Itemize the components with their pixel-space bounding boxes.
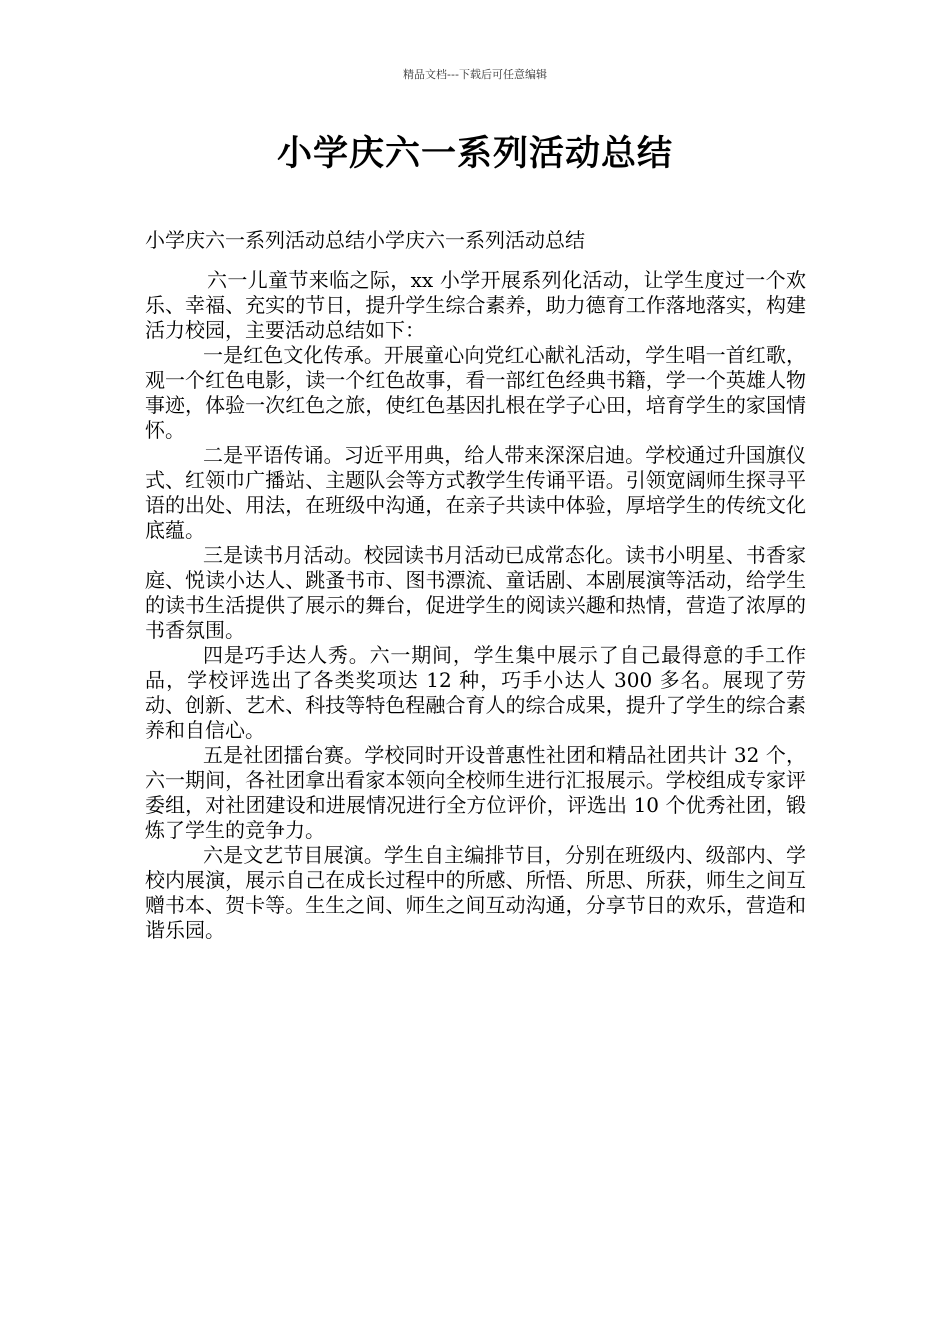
paragraph-art-performance: 六是文艺节目展演。学生自主编排节目，分别在班级内、级部内、学校内展演，展示自己在成长过程中的所感、所悟、所思、所获，师生之间互赠书本、贺卡等。生生之间、师生之间互动沟通，分享节日的欢乐，营造和谐乐园。 — [145, 843, 806, 942]
paragraph-handcraft-show: 四是巧手达人秀。六一期间，学生集中展示了自己最得意的手工作品，学校评选出了各类奖项达 12 种，巧手小达人 300 多名。展现了劳动、创新、艺术、科技等特色程融合育人的综合成果，提升了学生的综合素养和自信心。 — [145, 643, 806, 742]
document-subtitle: 小学庆六一系列活动总结小学庆六一系列活动总结 — [145, 228, 585, 252]
document-body — [145, 268, 806, 943]
paragraph-reading-month: 三是读书月活动。校园读书月活动已成常态化。读书小明星、书香家庭、悦读小达人、跳蚤书市、图书漂流、童话剧、本剧展演等活动，给学生的读书生活提供了展示的舞台，促进学生的阅读兴趣和热情，营造了浓厚的书香氛围。 — [145, 543, 806, 642]
page-header-note: 精品文档---下载后可任意编辑 — [403, 68, 547, 81]
paragraph-quotes-recital: 二是平语传诵。习近平用典，给人带来深深启迪。学校通过升国旗仪式、红领巾广播站、主题队会等方式教学生传诵平语。引领宽阔师生探寻平语的出处、用法，在班级中沟通，在亲子共读中体验，厚培学生的传统文化底蕴。 — [145, 443, 806, 542]
paragraph-club-contest: 五是社团擂台赛。学校同时开设普惠性社团和精品社团共计 32 个，六一期间，各社团拿出看家本领向全校师生进行汇报展示。学校组成专家评委组，对社团建设和进展情况进行全方位评价，评选出 10 个优秀社团，锻炼了学生的竞争力。 — [145, 743, 806, 842]
document-title: 小学庆六一系列活动总结 — [276, 134, 673, 174]
paragraph-red-culture: 一是红色文化传承。开展童心向党红心献礼活动，学生唱一首红歌，观一个红色电影，读一个红色故事，看一部红色经典书籍，学一个英雄人物事迹，体验一次红色之旅，使红色基因扎根在学子心田，培育学生的家国情怀。 — [145, 343, 806, 442]
paragraph-intro: 六一儿童节来临之际，xx 小学开展系列化活动，让学生度过一个欢乐、幸福、充实的节日，提升学生综合素养，助力德育工作落地落实，构建活力校园，主要活动总结如下： — [145, 268, 806, 342]
